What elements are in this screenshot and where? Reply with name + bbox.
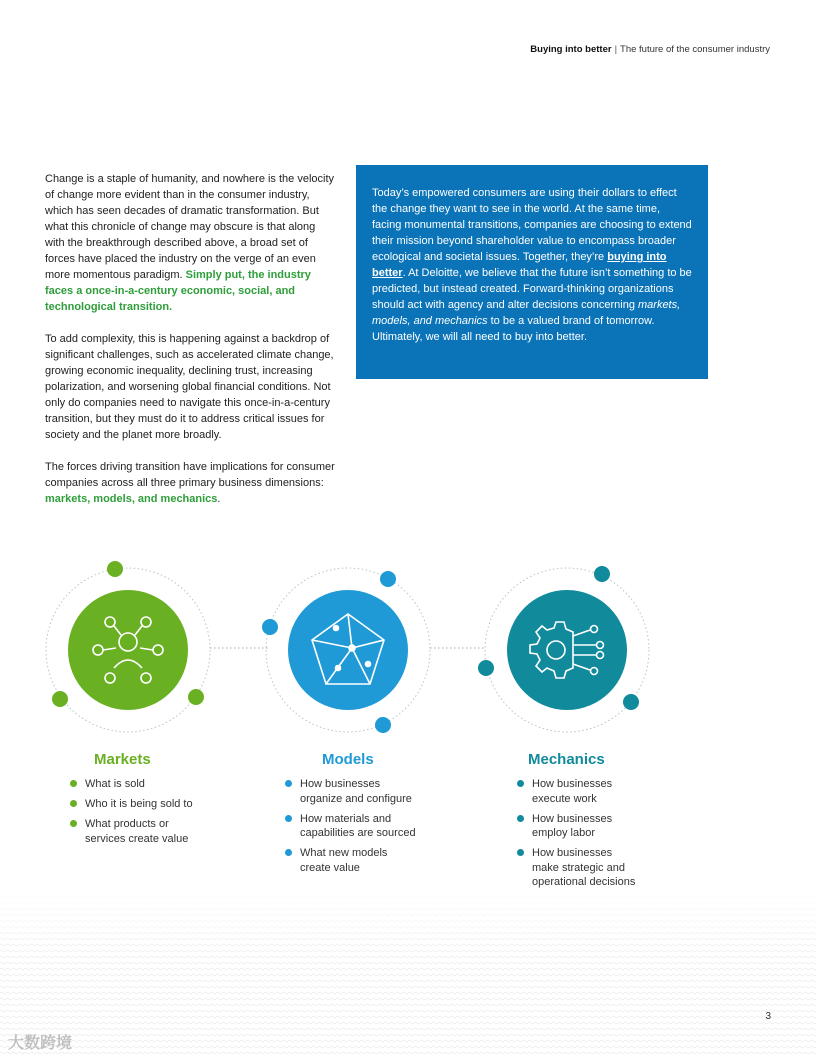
intro-paragraph-1: Change is a staple of humanity, and nowhere is the velocity of change more evident than in the consumer industry, which has seen decades of dramatic transformation. But what this chronicle of change may obscure is that along with the breakthrough described above, a broad set of forces have placed the industry on the verge of an even more momentous paradigm. Simply put, the industry faces a once-in-a-century economic, social, and technological transition.: [45, 173, 335, 313]
highlight-statement: Simply put, the industry faces a once-in-a-century economic, social, and technological transition.: [45, 269, 311, 313]
list-item: What is sold: [69, 777, 229, 792]
list-item: How businesses make strategic and operational decisions: [516, 846, 686, 890]
header-title: Buying into better: [530, 44, 612, 55]
wave-background: [0, 880, 816, 1056]
buying-into-better-link[interactable]: buying into better: [372, 251, 667, 279]
page-number: 3: [765, 1011, 771, 1022]
list-item: How businesses execute work: [516, 777, 686, 806]
dimensions-highlight: markets, models, and mechanics: [45, 493, 218, 505]
list-item: How materials and capabilities are sourced: [284, 812, 454, 841]
list-item: What new models create value: [284, 846, 454, 875]
intro-paragraph-2: To add complexity, this is happening against a backdrop of significant challenges, such as accelerated climate change, growing economic inequality, declining trust, increasing polarization, and worsening global financial conditions. Not only do companies need to navigate this once-in-a-century transition, but they must do it to address critical issues for society and the planet more broadly.: [45, 333, 334, 441]
watermark: 大数跨境: [8, 1035, 73, 1052]
list-item: What products or services create value: [69, 817, 229, 846]
mechanics-circle: [478, 566, 649, 732]
markets-title: Markets: [94, 751, 151, 768]
header-subtitle: The future of the consumer industry: [620, 44, 770, 55]
mechanics-list: [516, 777, 686, 895]
callout-box: Today’s empowered consumers are using their dollars to effect the change they want to see in the world. At the same time, facing monumental transitions, companies are choosing to extend their mission beyond shareholder value to encompass broader ecological and societal issues. Together, they’re buying into better. At Deloitte, we believe that the future isn’t something to be predicted, but instead created. Forward-thinking organizations should act with agency and alter decisions concerning markets, models, and mechanics to be a valued brand of tomorrow. Ultimately, we will all need to buy into better.: [356, 165, 708, 379]
header-separator: |: [614, 44, 618, 55]
mechanics-title: Mechanics: [528, 751, 605, 768]
markets-circle: [46, 561, 210, 732]
list-item: How businesses organize and configure: [284, 777, 454, 806]
intro-paragraph-3: The forces driving transition have implications for consumer companies across all three primary business dimensions: markets, models, and mechanics.: [45, 461, 335, 505]
list-item: Who it is being sold to: [69, 797, 229, 812]
models-circle: [262, 568, 430, 733]
models-list: [284, 777, 454, 881]
list-item: How businesses employ labor: [516, 812, 686, 841]
markets-list: [69, 777, 229, 852]
models-title: Models: [322, 751, 374, 768]
